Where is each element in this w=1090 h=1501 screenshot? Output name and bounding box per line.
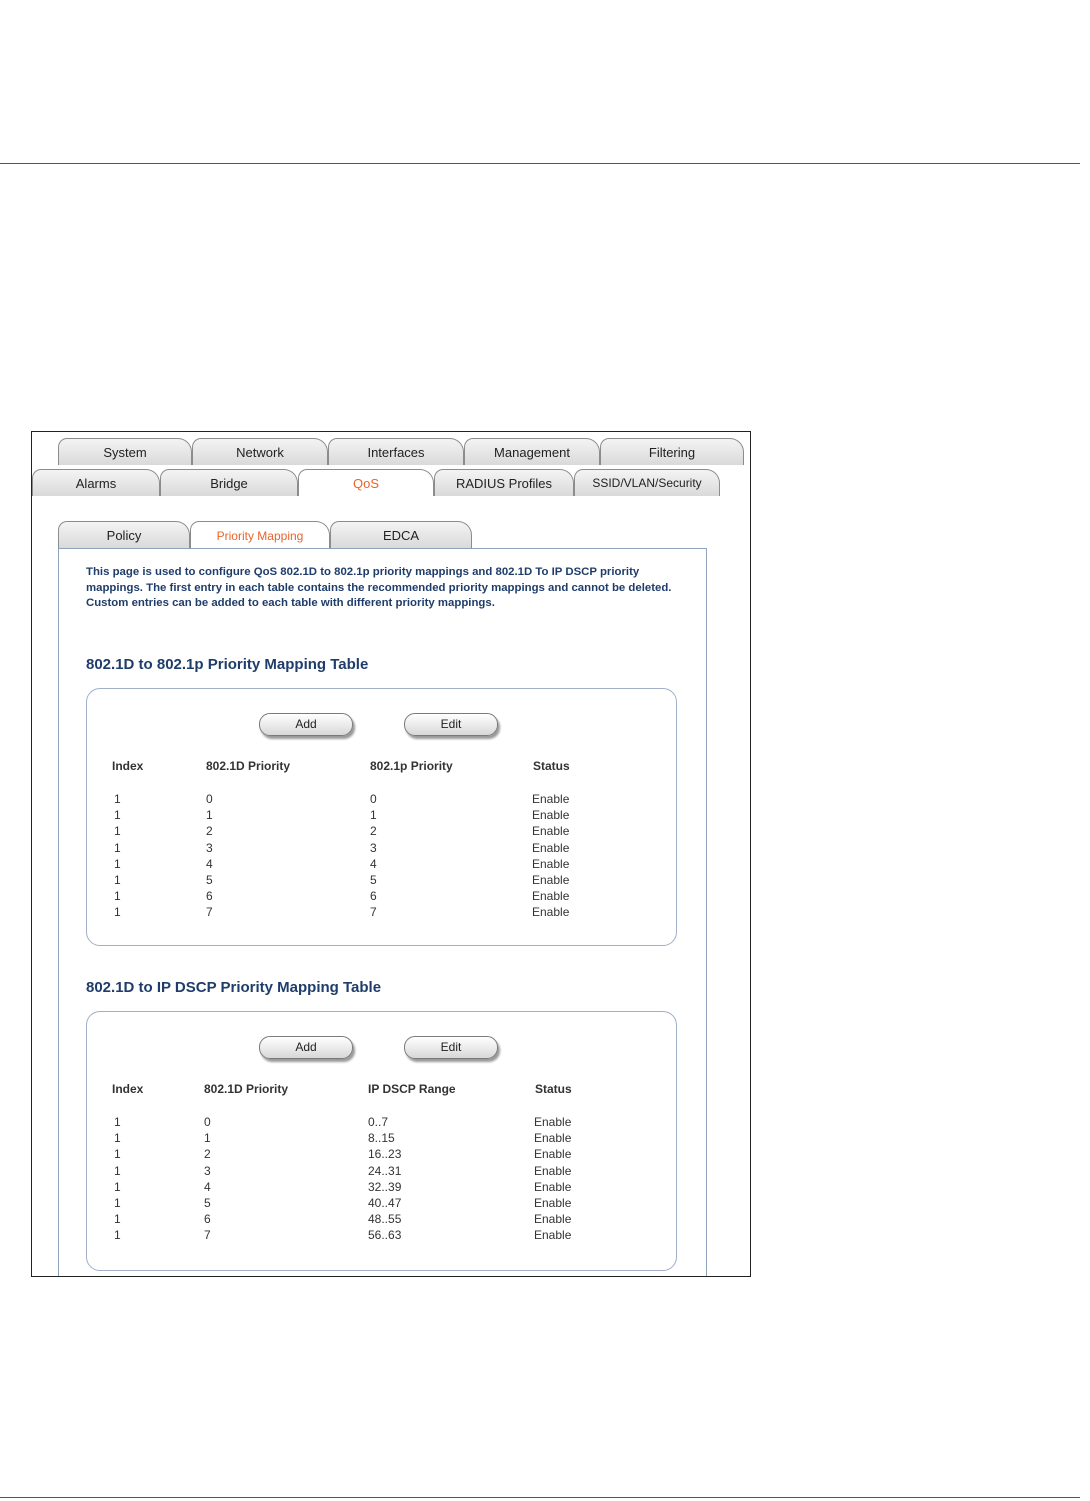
table-cell-mapped: 0..7 <box>368 1115 389 1129</box>
intro-text: This page is used to configure QoS 802.1D to 802.1p priority mappings and 802.1D To IP DSCP priority mappings. The first entry in each table contains the recommended priority mappings and cannot be deleted. Custom entries can be added to each table with different priority mappings. <box>86 566 672 609</box>
table-cell-index: 1 <box>114 1163 121 1178</box>
table1-add-button[interactable]: Add <box>259 713 353 736</box>
table-cell-status: Enable <box>532 824 570 839</box>
table-cell-priority: 4 <box>206 856 213 871</box>
table-cell-index: 1 <box>114 856 121 871</box>
table-cell-status: Enable <box>534 1115 572 1129</box>
table-cell-index: 1 <box>114 905 121 920</box>
tab-filtering[interactable]: Filtering <box>600 438 744 465</box>
table2-add-button[interactable]: Add <box>259 1036 353 1059</box>
table-cell-index: 1 <box>114 840 121 855</box>
table2-title: 802.1D to IP DSCP Priority Mapping Table <box>86 979 382 996</box>
page-top-rule <box>0 163 1080 164</box>
table2-box <box>86 1011 677 1271</box>
table-cell-priority: 5 <box>204 1196 211 1210</box>
subtab-policy[interactable]: Policy <box>58 521 190 549</box>
table-cell-status: Enable <box>534 1147 572 1162</box>
table-cell-status: Enable <box>534 1212 572 1227</box>
table-cell-mapped: 4 <box>370 856 377 871</box>
table-cell-mapped: 40..47 <box>368 1196 402 1210</box>
subtab-priority-mapping[interactable]: Priority Mapping <box>190 521 330 549</box>
table-cell-index: 1 <box>114 1179 121 1194</box>
tab-radius-profiles[interactable]: RADIUS Profiles <box>434 469 574 496</box>
tab-alarms[interactable]: Alarms <box>32 469 160 496</box>
tab-network[interactable]: Network <box>192 438 328 465</box>
table-cell-priority: 4 <box>204 1179 211 1194</box>
table-cell-index: 1 <box>114 1147 121 1162</box>
table-cell-priority: 1 <box>204 1131 211 1146</box>
table-cell-status: Enable <box>532 808 570 823</box>
page-bottom-rule <box>0 1497 1080 1498</box>
table-cell-index: 1 <box>114 1228 121 1243</box>
table-cell-status: Enable <box>532 873 570 887</box>
table-cell-mapped: 32..39 <box>368 1179 402 1194</box>
table-cell-index: 1 <box>114 873 121 887</box>
table-cell-priority: 2 <box>204 1147 211 1162</box>
table2-header-index: Index <box>112 1082 144 1096</box>
table-cell-mapped: 0 <box>370 792 377 806</box>
table1-box <box>86 688 677 946</box>
table-cell-status: Enable <box>534 1196 572 1210</box>
table-cell-priority: 5 <box>206 873 213 887</box>
table-cell-priority: 2 <box>206 824 213 839</box>
table-cell-priority: 3 <box>204 1163 211 1178</box>
table-cell-priority: 6 <box>206 889 213 904</box>
table-cell-mapped: 7 <box>370 905 377 920</box>
table2-header-dscp-range: IP DSCP Range <box>368 1082 456 1096</box>
tab-bridge[interactable]: Bridge <box>160 469 298 496</box>
table1-header-index: Index <box>112 759 144 773</box>
sub-tab-bar <box>32 521 750 548</box>
table-cell-mapped: 48..55 <box>368 1212 402 1227</box>
table-cell-index: 1 <box>114 824 121 839</box>
table-cell-index: 1 <box>114 1196 121 1210</box>
table2-header-status: Status <box>535 1082 572 1096</box>
table-cell-priority: 6 <box>204 1212 211 1227</box>
table-cell-index: 1 <box>114 792 121 806</box>
table-cell-status: Enable <box>532 792 570 806</box>
table1-edit-button[interactable]: Edit <box>404 713 498 736</box>
screenshot-frame <box>31 431 751 1277</box>
table1-header-status: Status <box>533 759 570 773</box>
table2-header-8021d: 802.1D Priority <box>204 1082 289 1096</box>
table-cell-mapped: 2 <box>370 824 377 839</box>
table-cell-mapped: 3 <box>370 840 377 855</box>
table-cell-status: Enable <box>532 889 570 904</box>
table-cell-status: Enable <box>534 1131 572 1146</box>
table-cell-status: Enable <box>534 1228 572 1243</box>
table-cell-index: 1 <box>114 808 121 823</box>
table-cell-index: 1 <box>114 889 121 904</box>
table-cell-mapped: 5 <box>370 873 377 887</box>
table-cell-index: 1 <box>114 1131 121 1146</box>
table1-title: 802.1D to 802.1p Priority Mapping Table <box>86 656 369 673</box>
table-cell-status: Enable <box>534 1163 572 1178</box>
table-cell-mapped: 24..31 <box>368 1163 402 1178</box>
table-cell-priority: 7 <box>204 1228 211 1243</box>
top-tab-bar <box>32 438 750 465</box>
table-cell-index: 1 <box>114 1115 121 1129</box>
table-cell-status: Enable <box>532 840 570 855</box>
table-cell-mapped: 8..15 <box>368 1131 395 1146</box>
table-cell-index: 1 <box>114 1212 121 1227</box>
table1-header-8021p: 802.1p Priority <box>370 759 453 773</box>
table-cell-mapped: 16..23 <box>368 1147 402 1162</box>
table-cell-priority: 0 <box>206 792 213 806</box>
table-cell-priority: 0 <box>204 1115 211 1129</box>
table-cell-priority: 3 <box>206 840 213 855</box>
table-cell-status: Enable <box>534 1179 572 1194</box>
table-cell-status: Enable <box>532 856 570 871</box>
table-cell-mapped: 56..63 <box>368 1228 402 1243</box>
table-cell-priority: 7 <box>206 905 213 920</box>
table2-edit-button[interactable]: Edit <box>404 1036 498 1059</box>
table-cell-mapped: 6 <box>370 889 377 904</box>
second-tab-bar <box>32 469 750 496</box>
tab-ssid-vlan-security[interactable]: SSID/VLAN/Security <box>574 469 720 496</box>
table-cell-status: Enable <box>532 905 570 920</box>
table1-header-8021d: 802.1D Priority <box>206 759 291 773</box>
tab-system[interactable]: System <box>58 438 192 465</box>
table-cell-priority: 1 <box>206 808 213 823</box>
tab-management[interactable]: Management <box>464 438 600 465</box>
subtab-edca[interactable]: EDCA <box>330 521 472 549</box>
tab-interfaces[interactable]: Interfaces <box>328 438 464 465</box>
tab-qos[interactable]: QoS <box>298 469 434 496</box>
table-cell-mapped: 1 <box>370 808 377 823</box>
